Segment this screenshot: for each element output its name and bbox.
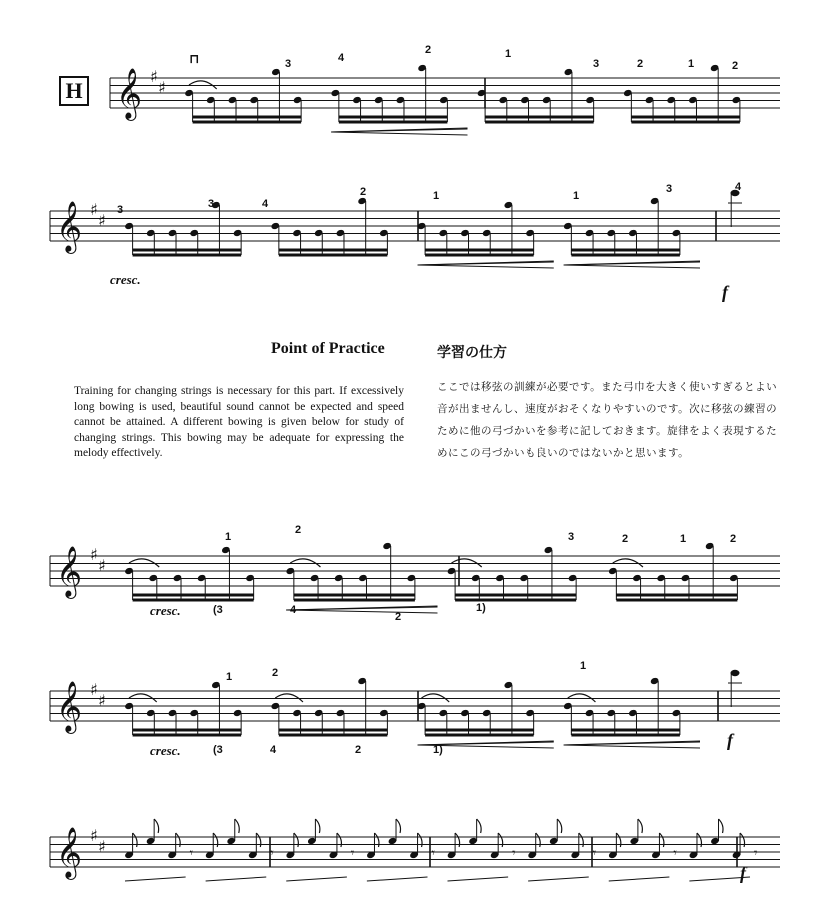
hairpin [564, 265, 700, 268]
fingering-number: 2 [732, 60, 739, 72]
rest-icon: 𝄾 [431, 846, 435, 861]
sharp-icon: ♯ [98, 837, 106, 856]
hairpin [286, 877, 347, 881]
rest-icon: 𝄾 [754, 846, 758, 861]
practice-title-ja: 学習の仕方 [437, 345, 507, 361]
fingering-number: 2 [360, 186, 367, 198]
fingering-number: 3 [285, 58, 292, 70]
fingering-number: 1) [433, 744, 443, 756]
fingering-number: 1) [476, 602, 486, 614]
sharp-icon: ♯ [90, 680, 98, 699]
hairpin [286, 607, 437, 610]
note-flag [396, 819, 401, 833]
fingering-number: 2 [355, 744, 362, 756]
note-flag [315, 819, 320, 833]
practice-text-en: Training for changing strings is necessary for this part. If excessively long bowing is used, beautiful sound cannot be expected and speed cannot be attained. A different bowing is given below for study of changing strings. This bowing may be adequate for expressing the melody effectively. [74, 385, 404, 459]
treble-clef-icon: 𝄞 [116, 68, 143, 119]
fingering-number: 4 [290, 604, 297, 616]
hairpin [564, 745, 700, 748]
dynamic-cresc: cresc. [110, 272, 141, 287]
sharp-icon: ♯ [98, 556, 106, 575]
fingering-number: (3 [213, 604, 223, 616]
treble-clef-icon: 𝄞 [56, 681, 83, 732]
hairpin [206, 877, 267, 881]
fingering-number: 3 [568, 531, 575, 543]
fingering-number: 2 [730, 533, 737, 545]
fingering-number: 4 [262, 198, 269, 210]
fingering-number: 1 [225, 531, 232, 543]
rest-icon: 𝄾 [673, 846, 677, 861]
hairpin [418, 265, 554, 268]
practice-text-ja: ここでは移弦の訓練が必要です。また弓巾を大きく使いすぎるとよい音が出ませんし、速度がおそくなりやすいのです。次に移弦の練習のために他の弓づかいを参考に記しておきます。旋律をよく表現するためにこの弓づかいも良いのではないかと思います。 [437, 381, 778, 459]
note-flag [235, 819, 240, 833]
fingering-number: 1 [226, 671, 233, 683]
slur [452, 559, 482, 567]
rest-icon: 𝄾 [512, 846, 516, 861]
rest-icon: 𝄾 [189, 846, 194, 861]
note-flag [154, 819, 159, 833]
dynamic-cresc: cresc. [150, 743, 181, 758]
hairpin [125, 877, 186, 881]
hairpin [564, 262, 700, 265]
slur [613, 559, 643, 567]
hairpin [528, 877, 589, 881]
sharp-icon: ♯ [98, 211, 106, 230]
slur [422, 694, 450, 702]
sharp-icon: ♯ [90, 826, 98, 845]
treble-clef-icon: 𝄞 [56, 201, 83, 252]
sharp-icon: ♯ [158, 78, 166, 97]
fingering-number: 1 [505, 48, 512, 60]
sharp-icon: ♯ [90, 545, 98, 564]
note-flag [477, 819, 482, 833]
hairpin [448, 877, 509, 881]
dynamic-forte: f [740, 863, 746, 883]
practice-title: Point of Practice [271, 340, 385, 357]
rest-icon: 𝄾 [270, 846, 274, 861]
hairpin [418, 262, 554, 265]
fingering-number: 4 [270, 744, 277, 756]
fingering-number: 4 [338, 52, 345, 64]
slur [129, 694, 157, 702]
treble-clef-icon: 𝄞 [56, 546, 83, 597]
sharp-icon: ♯ [150, 67, 158, 86]
treble-clef-icon: 𝄞 [56, 827, 83, 878]
dynamic-cresc: cresc. [150, 603, 181, 618]
hairpin [367, 877, 428, 881]
slur [290, 559, 320, 567]
rest-icon: 𝄾 [350, 846, 355, 861]
fingering-number: 1 [573, 190, 580, 202]
fingering-number: 2 [295, 524, 302, 536]
fingering-number: 4 [735, 181, 742, 193]
note-flag [557, 819, 562, 833]
fingering-number: 1 [433, 190, 440, 202]
fingering-number: (3 [213, 744, 223, 756]
dynamic-forte: f [722, 282, 728, 302]
fingering-number: 3 [593, 58, 600, 70]
fingering-number: 1 [688, 58, 695, 70]
sharp-icon: ♯ [98, 691, 106, 710]
fingering-number: 2 [622, 533, 629, 545]
slur [275, 694, 303, 702]
slur [568, 694, 596, 702]
fingering-number: 2 [637, 58, 644, 70]
slur [129, 559, 159, 567]
fingering-number: 3 [117, 204, 124, 216]
notehead [731, 670, 740, 676]
fingering-number: 2 [395, 611, 402, 623]
fingering-number: 3 [208, 198, 215, 210]
rest-icon: 𝄾 [592, 846, 597, 861]
note-flag [638, 819, 643, 833]
fingering-number: 3 [666, 183, 673, 195]
fingering-number: 1 [580, 660, 587, 672]
hairpin [564, 742, 700, 745]
dynamic-forte: f [727, 730, 733, 750]
hairpin [331, 129, 467, 132]
sharp-icon: ♯ [90, 200, 98, 219]
fingering-number: 1 [680, 533, 687, 545]
fingering-number: 2 [425, 44, 432, 56]
note-flag [719, 819, 724, 833]
hairpin [286, 610, 437, 613]
down-bow-icon: ⊓ [189, 52, 200, 67]
fingering-number: 2 [272, 667, 279, 679]
hairpin [609, 877, 670, 881]
slur [189, 81, 217, 89]
hairpin [331, 132, 467, 135]
rehearsal-mark: H [59, 76, 89, 106]
